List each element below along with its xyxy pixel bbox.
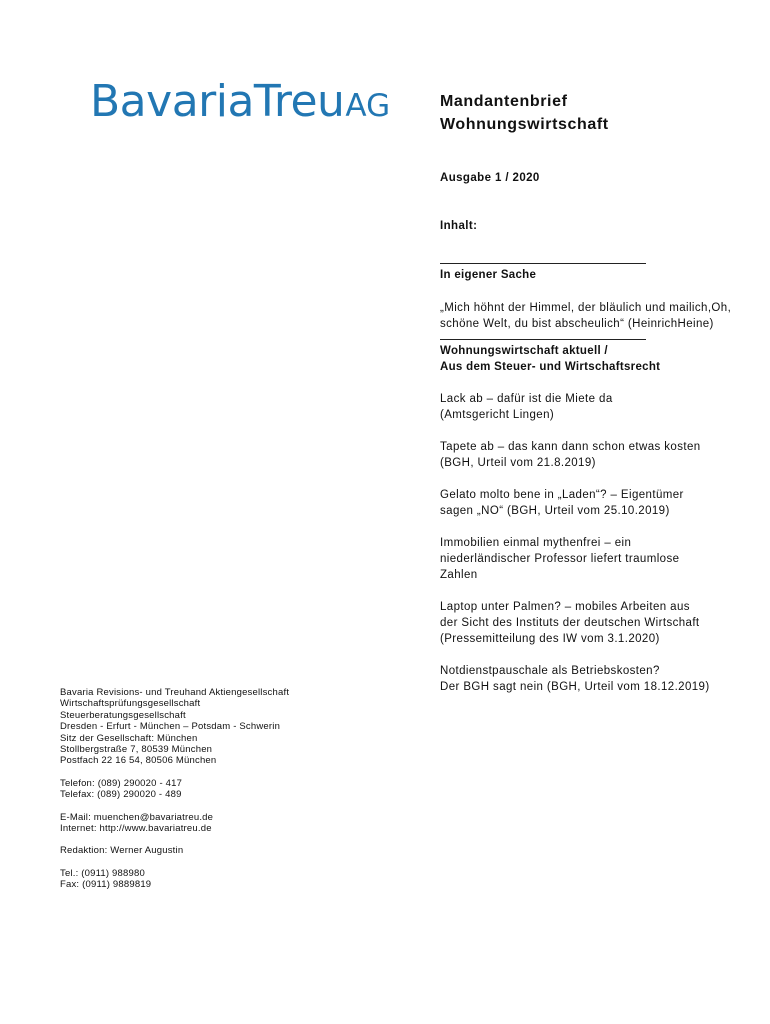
logo-wordmark: BavariaTreu — [90, 76, 345, 127]
heine-quote: „Mich höhnt der Himmel, der bläulich und mailich,Oh, schöne Welt, du bist abscheulich“ (HeinrichHeine) — [440, 302, 732, 330]
company-imprint — [60, 687, 360, 891]
company-web: E-Mail: muenchen@bavariatreu.de Internet: http://www.bavariatreu.de — [60, 811, 214, 835]
document-title — [440, 90, 740, 136]
editor: Redaktion: Werner Augustin — [60, 845, 184, 857]
title-line-1: Mandantenbrief — [440, 93, 568, 110]
company-phone: Telefon: (089) 290020 - 417 Telefax: (089) 290020 - 489 — [60, 777, 183, 801]
section-heading-housing — [440, 343, 740, 375]
logo-suffix: AG — [345, 88, 391, 124]
toc-item: Gelato molto bene in „Laden“? – Eigentümer sagen „NO“ (BGH, Urteil vom 25.10.2019) — [440, 489, 684, 517]
toc-item: Lack ab – dafür ist die Miete da (Amtsgericht Lingen) — [440, 393, 613, 421]
toc-item: Notdienstpauschale als Betriebskosten? Der BGH sagt nein (BGH, Urteil vom 18.12.2019) — [440, 665, 710, 693]
divider — [440, 263, 646, 264]
toc-item: Laptop unter Palmen? – mobiles Arbeiten aus der Sicht des Instituts der deutschen Wirtschaft (Pressemitteilung des IW vom 3.1.2020) — [440, 601, 700, 645]
title-line-2: Wohnungswirtschaft — [440, 116, 609, 133]
section-heading-own-matters: In eigener Sache — [440, 269, 537, 281]
contents-label: Inhalt: — [440, 220, 478, 232]
editor-contact: Tel.: (0911) 988980 Fax: (0911) 9889819 — [60, 867, 152, 891]
company-logo — [90, 76, 391, 128]
section-heading-line-2: Aus dem Steuer- und Wirtschaftsrecht — [440, 361, 661, 373]
section-heading-line-1: Wohnungswirtschaft aktuell / — [440, 345, 608, 357]
toc-item: Immobilien einmal mythenfrei – ein niederländischer Professor liefert traumlose Zahlen — [440, 537, 680, 581]
issue-number: Ausgabe 1 / 2020 — [440, 172, 540, 184]
divider — [440, 339, 646, 340]
contents-column — [440, 90, 740, 695]
toc-item: Tapete ab – das kann dann schon etwas kosten (BGH, Urteil vom 21.8.2019) — [440, 441, 701, 469]
company-address: Bavaria Revisions- und Treuhand Aktiengesellschaft Wirtschaftsprüfungsgesellschaft Steuerberatungsgesellschaft Dresden - Erfurt - München – Potsdam - Schwerin Sitz der Gesellschaft: München Stollbergstraße 7, 80539 München Postfach 22 16 54, 80506 München — [60, 687, 290, 767]
